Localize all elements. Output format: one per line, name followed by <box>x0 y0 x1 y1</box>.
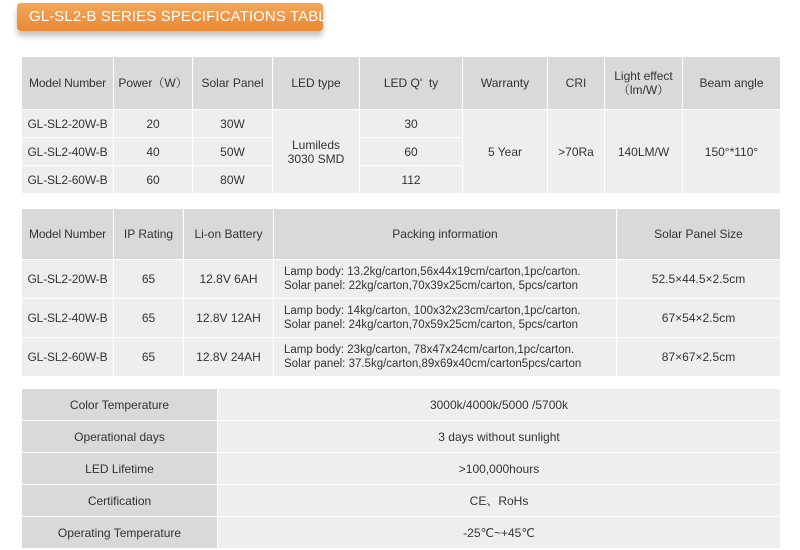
cell-packing: Lamp body: 14kg/carton, 100x32x23cm/carton,1pc/carton. Solar panel: 24kg/carton,70x59x25cm/carton, 5pcs/carton <box>274 299 617 338</box>
header-solar-panel: Solar Panel <box>193 57 273 110</box>
title-banner <box>17 3 337 31</box>
cell-power: 40 <box>114 138 193 166</box>
cell-model: GL-SL2-20W-B <box>22 260 114 299</box>
cell-led-qty: 30 <box>360 110 463 138</box>
header-power: Power（W） <box>114 57 193 110</box>
table-row <box>22 389 781 421</box>
cell-ip-rating: 65 <box>114 260 184 299</box>
feature-label: Operational days <box>22 421 218 453</box>
feature-label: Color Temperature <box>22 389 218 421</box>
feature-label: LED Lifetime <box>22 453 218 485</box>
cell-warranty: 5 Year <box>463 110 548 194</box>
table-row <box>22 299 781 338</box>
feature-value: >100,000hours <box>218 453 781 485</box>
header-model-number: Model Number <box>22 209 114 260</box>
feature-value: -25℃~+45℃ <box>218 517 781 549</box>
cell-power: 20 <box>114 110 193 138</box>
table-header-row <box>22 209 781 260</box>
header-led-type: LED type <box>273 57 360 110</box>
table-row <box>22 453 781 485</box>
cell-model: GL-SL2-20W-B <box>22 110 114 138</box>
page-title: GL-SL2-B SERIES SPECIFICATIONS TABLE <box>29 8 337 25</box>
cell-led-qty: 60 <box>360 138 463 166</box>
cell-battery: 12.8V 24AH <box>184 338 274 377</box>
cell-packing: Lamp body: 23kg/carton, 78x47x24cm/carton,1pc/carton. Solar panel: 37.5kg/carton,89x69x40cm/carton5pcs/carton <box>274 338 617 377</box>
table-row <box>22 485 781 517</box>
spec-table-features <box>21 388 781 549</box>
spec-table-packing <box>21 208 781 377</box>
cell-panel-size: 87×67×2.5cm <box>617 338 781 377</box>
table-row <box>22 421 781 453</box>
cell-cri: >70Ra <box>548 110 605 194</box>
cell-battery: 12.8V 12AH <box>184 299 274 338</box>
cell-packing: Lamp body: 13.2kg/carton,56x44x19cm/carton,1pc/carton. Solar panel: 22kg/carton,70x39x25cm/carton, 5pcs/carton <box>274 260 617 299</box>
table-row <box>22 517 781 549</box>
header-packing-information: Packing information <box>274 209 617 260</box>
header-light-effect: Light effect （lm/W） <box>605 57 683 110</box>
feature-value: 3 days without sunlight <box>218 421 781 453</box>
header-ip-rating: IP Rating <box>114 209 184 260</box>
feature-label: Operating Temperature <box>22 517 218 549</box>
header-led-qty: LED Q' ty <box>360 57 463 110</box>
cell-panel-size: 52.5×44.5×2.5cm <box>617 260 781 299</box>
table-row <box>22 338 781 377</box>
table-row <box>22 260 781 299</box>
cell-light-effect: 140LM/W <box>605 110 683 194</box>
cell-solar-panel: 50W <box>193 138 273 166</box>
cell-model: GL-SL2-60W-B <box>22 166 114 194</box>
cell-model: GL-SL2-40W-B <box>22 299 114 338</box>
cell-ip-rating: 65 <box>114 338 184 377</box>
feature-value: CE、RoHs <box>218 485 781 517</box>
spec-table-general <box>21 56 781 194</box>
cell-ip-rating: 65 <box>114 299 184 338</box>
cell-solar-panel: 80W <box>193 166 273 194</box>
header-battery: Li-on Battery <box>184 209 274 260</box>
feature-label: Certification <box>22 485 218 517</box>
header-solar-panel-size: Solar Panel Size <box>617 209 781 260</box>
header-cri: CRI <box>548 57 605 110</box>
table-header-row <box>22 57 781 110</box>
cell-model: GL-SL2-40W-B <box>22 138 114 166</box>
cell-solar-panel: 30W <box>193 110 273 138</box>
feature-value: 3000k/4000k/5000 /5700k <box>218 389 781 421</box>
cell-battery: 12.8V 6AH <box>184 260 274 299</box>
header-beam-angle: Beam angle <box>683 57 781 110</box>
header-warranty: Warranty <box>463 57 548 110</box>
cell-led-type: Lumileds 3030 SMD <box>273 110 360 194</box>
table-row <box>22 110 781 138</box>
cell-power: 60 <box>114 166 193 194</box>
cell-panel-size: 67×54×2.5cm <box>617 299 781 338</box>
header-model-number: Model Number <box>22 57 114 110</box>
cell-led-qty: 112 <box>360 166 463 194</box>
cell-model: GL-SL2-60W-B <box>22 338 114 377</box>
cell-beam-angle: 150°*110° <box>683 110 781 194</box>
